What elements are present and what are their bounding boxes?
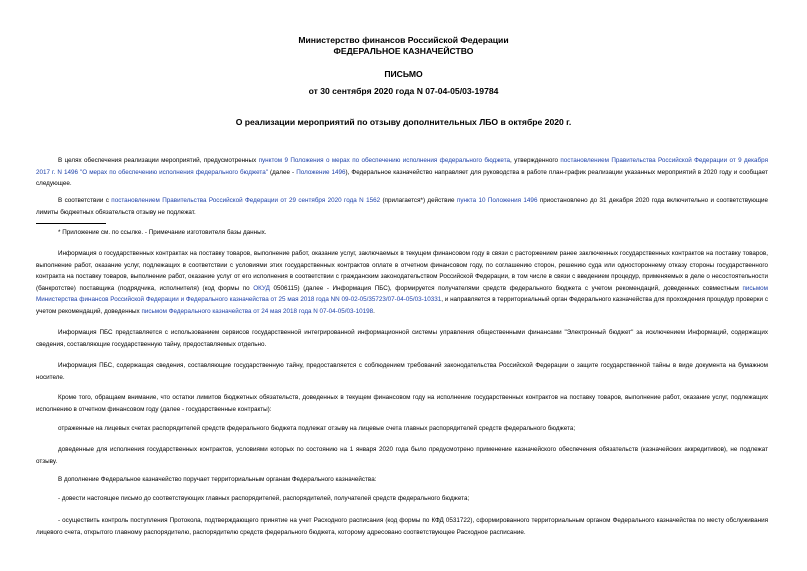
link-regulation-1496[interactable]: Положение 1496 xyxy=(296,168,346,176)
document-type: ПИСЬМО xyxy=(384,69,423,79)
document-date-number: от 30 сентября 2020 года N 07-04-05/03-19784 xyxy=(308,86,499,96)
paragraph-3: Информация о государственных контрактах на поставку товаров, выполнение работ, оказание услуг, заключаемых в текущем финансовом году в связи с расторжением ранее заключенных государственных контрактов на поставку товаров, выполнение работ, оказание услуг, подлежащих в соответствии с условиями этих государственных контрактов оплате в отчетном финансовом году, по соглашению сторон, решению суда или одностороннему отказу стороны государственного контракта на поставку товаров, выполнение работ, оказание услуг от его исполнения в соответствии с гражданским законодательством Российской Федерации, в том числе в связи с введением процедур, применяемых в деле о несостоятельности (банкротстве) поставщика (подрядчика, исполнителя) (код формы по ОКУД 0506115) (далее - Информация ПБС), формируется получателями средств федерального бюджета с учетом рекомендаций, доведенных совместным письмом Министерства финансов Российской Федерации и Федерального казначейства от 25 мая 2018 года NN 09-02-05/35723/07-04-05/03-10331, и направляется в территориальный орган Федерального казначейства для прохождения процедур проверки с учетом рекомендаций, доведенных письмом Федерального казначейства от 24 мая 2018 года N 07-04-05/03-10198. xyxy=(36,250,769,315)
paragraph-4: Информация ПБС представляется с использованием сервисов государственной интегрированной информационной системы управления общественными финансами "Электронный бюджет" за исключением Информаций, содержащих сведения, составляющие государственную тайну, предоставляемых отдельно. xyxy=(36,329,768,348)
treasury-name: ФЕДЕРАЛЬНОЕ КАЗНАЧЕЙСТВО xyxy=(333,46,474,56)
paragraph-5: Информация ПБС, содержащая сведения, составляющие государственную тайну, предоставляется с соблюдением требований законодательства Российской Федерации о защите государственной тайны в виде документа на бумажном носителе. xyxy=(36,362,768,381)
paragraph-11: - осуществить контроль поступления Протокола, подтверждающего принятие на учет Расходного расписания (код формы по КФД 0531722), сформированного территориальным органом Федерального казначейства по месту обслуживания лицевого счета, открытого главному распорядителю, распорядителю средств федерального бюджета, которому адресовано соответствующее Расходное расписание. xyxy=(36,517,768,536)
link-point-9-regulation[interactable]: пунктом 9 Положения о мерах по обеспечению исполнения федерального бюджета xyxy=(258,157,511,164)
document-subject: О реализации мероприятий по отзыву дополнительных ЛБО в октябре 2020 г. xyxy=(235,117,572,127)
link-resolution-1562[interactable]: постановлением Правительства Российской Федерации от 29 сентября 2020 года N 1562 xyxy=(111,197,381,204)
paragraph-8: доведенные для исполнения государственных контрактов, условиями которых по состоянию на 1 января 2020 года было предусмотрено применение казначейского обеспечения обязательств (казначейских аккредитивов), не подлежат отзыву. xyxy=(36,446,768,465)
paragraph-10: - довести настоящее письмо до соответствующих главных распорядителей, распорядителей, получателей средств федерального бюджета; xyxy=(58,495,470,502)
paragraph-6: Кроме того, обращаем внимание, что остатки лимитов бюджетных обязательств, доведенных в текущем финансовом году на исполнение государственных контрактов на поставку товаров, выполнение работ, оказание услуг, подлежащих исполнению в отчетном финансовом году (далее - государственные контракты): xyxy=(36,394,768,413)
ministry-name: Министерство финансов Российской Федерации xyxy=(298,35,509,45)
link-okud[interactable]: ОКУД xyxy=(253,284,270,292)
footnote-divider xyxy=(36,223,106,224)
link-point-10-regulation[interactable]: пункта 10 Положения 1496 xyxy=(456,197,538,204)
document-header xyxy=(0,35,807,57)
link-resolution-1496[interactable]: постановлением Правительства Российской Федерации от 9 декабря 2017 г. N 1496 "О мерах по обеспечению исполнения федерального бюджета" xyxy=(36,157,769,176)
footnote: * Приложение см. по ссылке. - Примечание изготовителя базы данных. xyxy=(58,229,267,236)
paragraph-9: В дополнение Федеральное казначейство поручает территориальным органам Федерального казначейства: xyxy=(58,476,377,483)
link-letter-2018-05-24[interactable]: письмом Федерального казначейства от 24 мая 2018 года N 07-04-05/03-10198 xyxy=(141,307,374,315)
paragraph-1: В целях обеспечения реализации мероприятий, предусмотренных пунктом 9 Положения о мерах по обеспечению исполнения федерального бюджета, утвержденного постановлением Правительства Российской Федерации от 9 декабря 2017 г. N 1496 "О мерах по обеспечению исполнения федерального бюджета" (далее - Положение 1496), Федеральное казначейство направляет для руководства в работе план-график реализации указанных мероприятий в 2020 году и сообщает следующее. xyxy=(36,157,769,187)
paragraph-7: отраженные на лицевых счетах распорядителей средств федерального бюджета подлежат отзыву на лицевые счета главных распорядителей средств федерального бюджета; xyxy=(58,425,576,432)
link-letter-2018-05-25[interactable]: письмом Министерства финансов Российской Федерации и Федерального казначейства от 25 мая 2018 года NN 09-02-05/35723/07-04-05/03-10331 xyxy=(36,284,769,303)
paragraph-2: В соответствии с постановлением Правительства Российской Федерации от 29 сентября 2020 года N 1562 (прилагается*) действие пункта 10 Положения 1496 приостановлено до 31 декабря 2020 года включительно и соответствующие лимиты бюджетных обязательств отзыву не подлежат. xyxy=(36,197,769,216)
